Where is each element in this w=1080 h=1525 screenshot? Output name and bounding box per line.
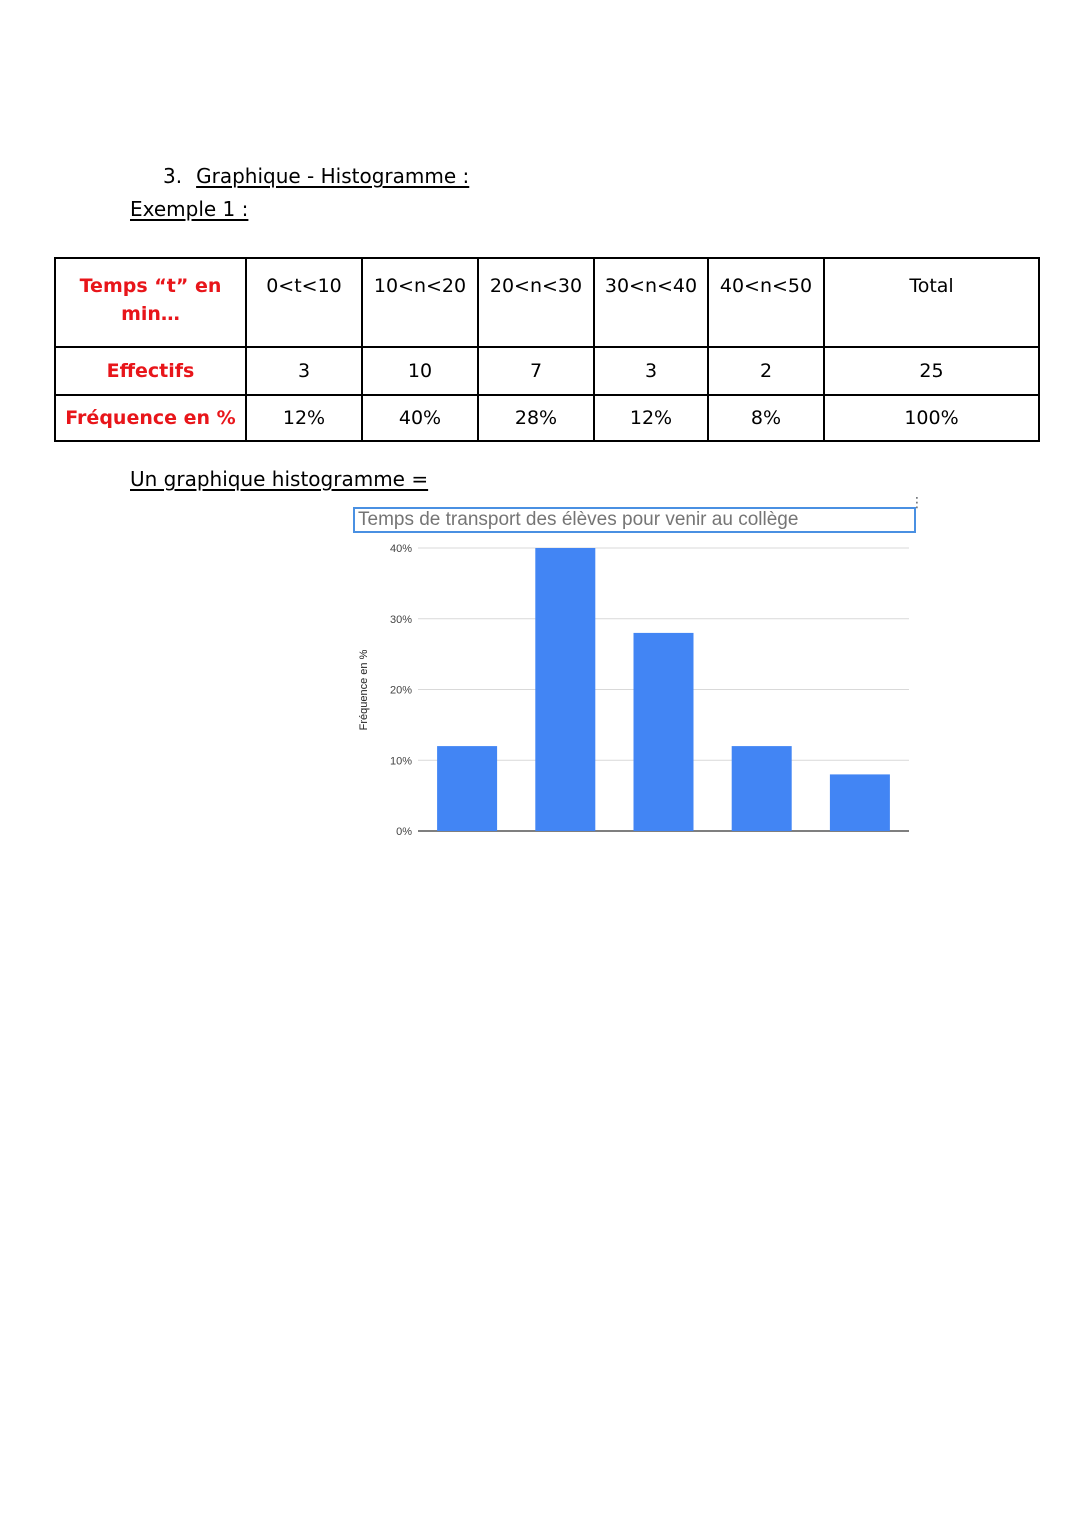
- chart-y-axis-label: Fréquence en %: [358, 649, 370, 731]
- table-cell: 7: [478, 347, 594, 395]
- frequency-table: [54, 257, 1040, 442]
- header-time: Temps “t” en min…: [55, 258, 246, 347]
- table-cell: 28%: [478, 395, 594, 441]
- table-cell: 3: [594, 347, 708, 395]
- table-cell: 12%: [594, 395, 708, 441]
- chart-y-tick-label: 30%: [389, 613, 412, 626]
- chart-title[interactable]: Temps de transport des élèves pour venir au collège: [353, 507, 916, 533]
- chart-y-ticks: [390, 543, 412, 838]
- chart-y-tick-label: 40%: [389, 543, 412, 555]
- table-header-row: [55, 258, 1039, 347]
- header-total: Total: [824, 258, 1039, 347]
- table-cell: 8%: [708, 395, 824, 441]
- chart-menu-icon[interactable]: ⋮: [910, 495, 924, 511]
- table-cell: 100%: [824, 395, 1039, 441]
- example-label: Exemple 1 :: [130, 197, 249, 221]
- chart-y-tick-label: 0%: [396, 826, 412, 838]
- table-cell: 2: [708, 347, 824, 395]
- table-cell: 3: [246, 347, 362, 395]
- table-cell: 25: [824, 347, 1039, 395]
- chart-bar[interactable]: [535, 548, 595, 831]
- header-interval-5: 40<n<50: [708, 258, 824, 347]
- section-number: 3.: [163, 164, 183, 188]
- header-interval-4: 30<n<40: [594, 258, 708, 347]
- chart-bar[interactable]: [732, 746, 792, 831]
- header-interval-2: 10<n<20: [362, 258, 478, 347]
- histogram-subtitle: Un graphique histogramme =: [130, 467, 429, 491]
- row-label-effectifs: Effectifs: [55, 347, 246, 395]
- chart-bar[interactable]: [830, 774, 890, 831]
- chart-bar[interactable]: [634, 633, 694, 831]
- section-heading: [163, 164, 469, 188]
- chart-y-tick-label: 20%: [389, 684, 412, 697]
- table-cell: 10: [362, 347, 478, 395]
- row-label-frequence: Fréquence en %: [55, 395, 246, 441]
- chart-bar[interactable]: [437, 746, 497, 831]
- header-interval-1: 0<t<10: [246, 258, 362, 347]
- histogram-chart: [340, 535, 920, 845]
- table-cell: 40%: [362, 395, 478, 441]
- table-cell: 12%: [246, 395, 362, 441]
- table-row-effectifs: [55, 347, 1039, 395]
- header-interval-3: 20<n<30: [478, 258, 594, 347]
- section-title: Graphique - Histogramme :: [196, 164, 470, 188]
- chart-y-tick-label: 10%: [389, 755, 412, 768]
- table-row-frequence: [55, 395, 1039, 441]
